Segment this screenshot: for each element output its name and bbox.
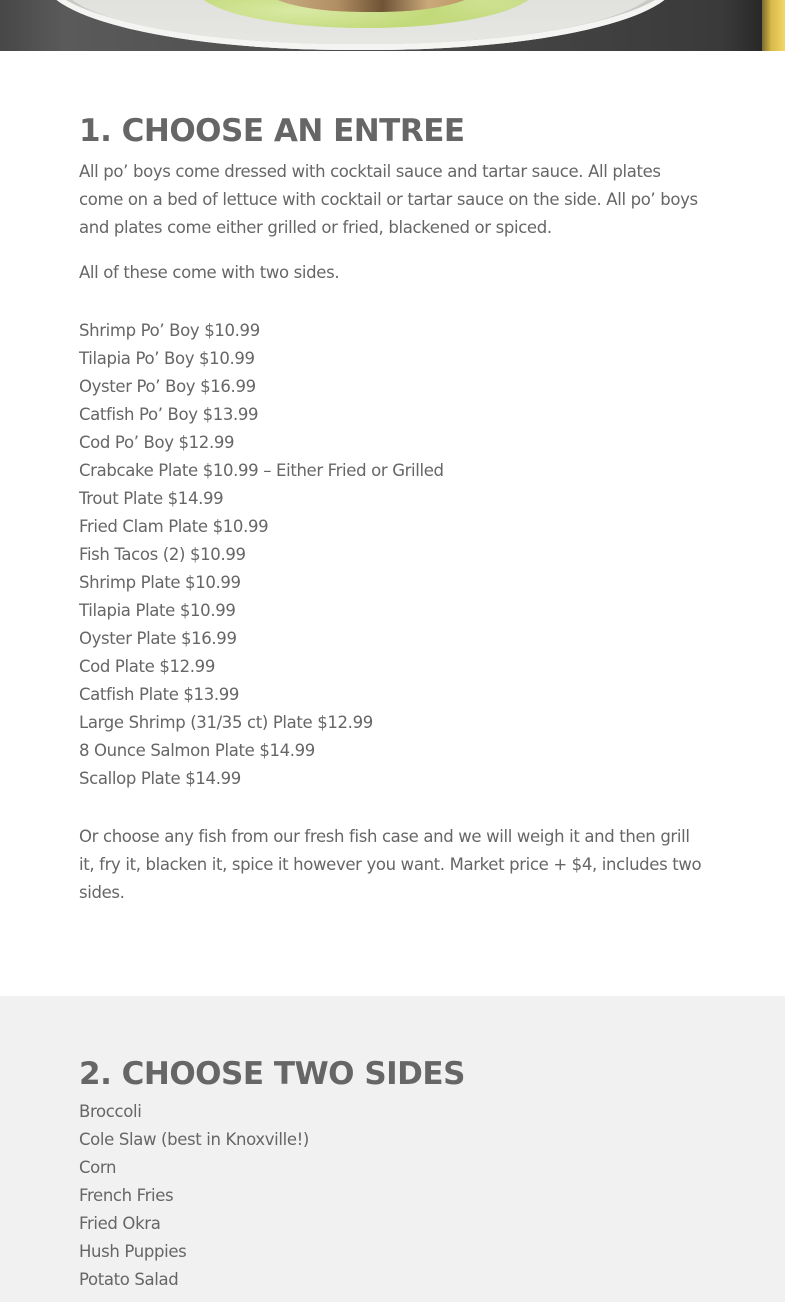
entree-section [0, 51, 785, 996]
entree-item: Trout Plate $14.99 [79, 489, 224, 508]
entree-sides-note: All of these come with two sides. [79, 263, 340, 282]
entree-item: Cod Po’ Boy $12.99 [79, 433, 235, 452]
hero-image-side [762, 0, 785, 51]
entree-item: Shrimp Po’ Boy $10.99 [79, 321, 260, 340]
entree-item: Fish Tacos (2) $10.99 [79, 545, 246, 564]
side-item: Broccoli [79, 1102, 142, 1121]
entree-item: 8 Ounce Salmon Plate $14.99 [79, 741, 315, 760]
entree-item: Tilapia Po’ Boy $10.99 [79, 349, 255, 368]
sides-list [79, 1098, 706, 1294]
sides-section [0, 996, 785, 1302]
side-item: French Fries [79, 1186, 174, 1205]
entree-item: Shrimp Plate $10.99 [79, 573, 241, 592]
side-item: Hush Puppies [79, 1242, 187, 1261]
entree-list [79, 317, 706, 793]
entree-item: Crabcake Plate $10.99 – Either Fried or Grilled [79, 461, 444, 480]
entree-item: Oyster Po’ Boy $16.99 [79, 377, 256, 396]
entree-item: Cod Plate $12.99 [79, 657, 215, 676]
entree-item: Large Shrimp (31/35 ct) Plate $12.99 [79, 713, 373, 732]
entree-item: Fried Clam Plate $10.99 [79, 517, 269, 536]
entree-item: Catfish Po’ Boy $13.99 [79, 405, 259, 424]
side-item: Potato Salad [79, 1270, 179, 1289]
side-item: Fried Okra [79, 1214, 161, 1233]
entree-item: Catfish Plate $13.99 [79, 685, 240, 704]
sides-title: 2. CHOOSE TWO SIDES [79, 1056, 465, 1092]
entree-item: Tilapia Plate $10.99 [79, 601, 236, 620]
side-item: Cole Slaw (best in Knoxville!) [79, 1130, 310, 1149]
side-item: Corn [79, 1158, 117, 1177]
entree-intro: All po’ boys come dressed with cocktail sauce and tartar sauce. All plates come on a bed of lettuce with cocktail or tartar sauce on the side. All po’ boys and plates come either grilled or fried, blackened or spiced. [79, 162, 698, 237]
market-price-note: Or choose any fish from our fresh fish case and we will weigh it and then grill it, fry it, blacken it, spice it however you want. Market price + $4, includes two sides. [79, 827, 702, 902]
hero-image [0, 0, 785, 51]
entree-item: Oyster Plate $16.99 [79, 629, 237, 648]
entree-title: 1. CHOOSE AN ENTREE [79, 113, 465, 149]
entree-item: Scallop Plate $14.99 [79, 769, 241, 788]
